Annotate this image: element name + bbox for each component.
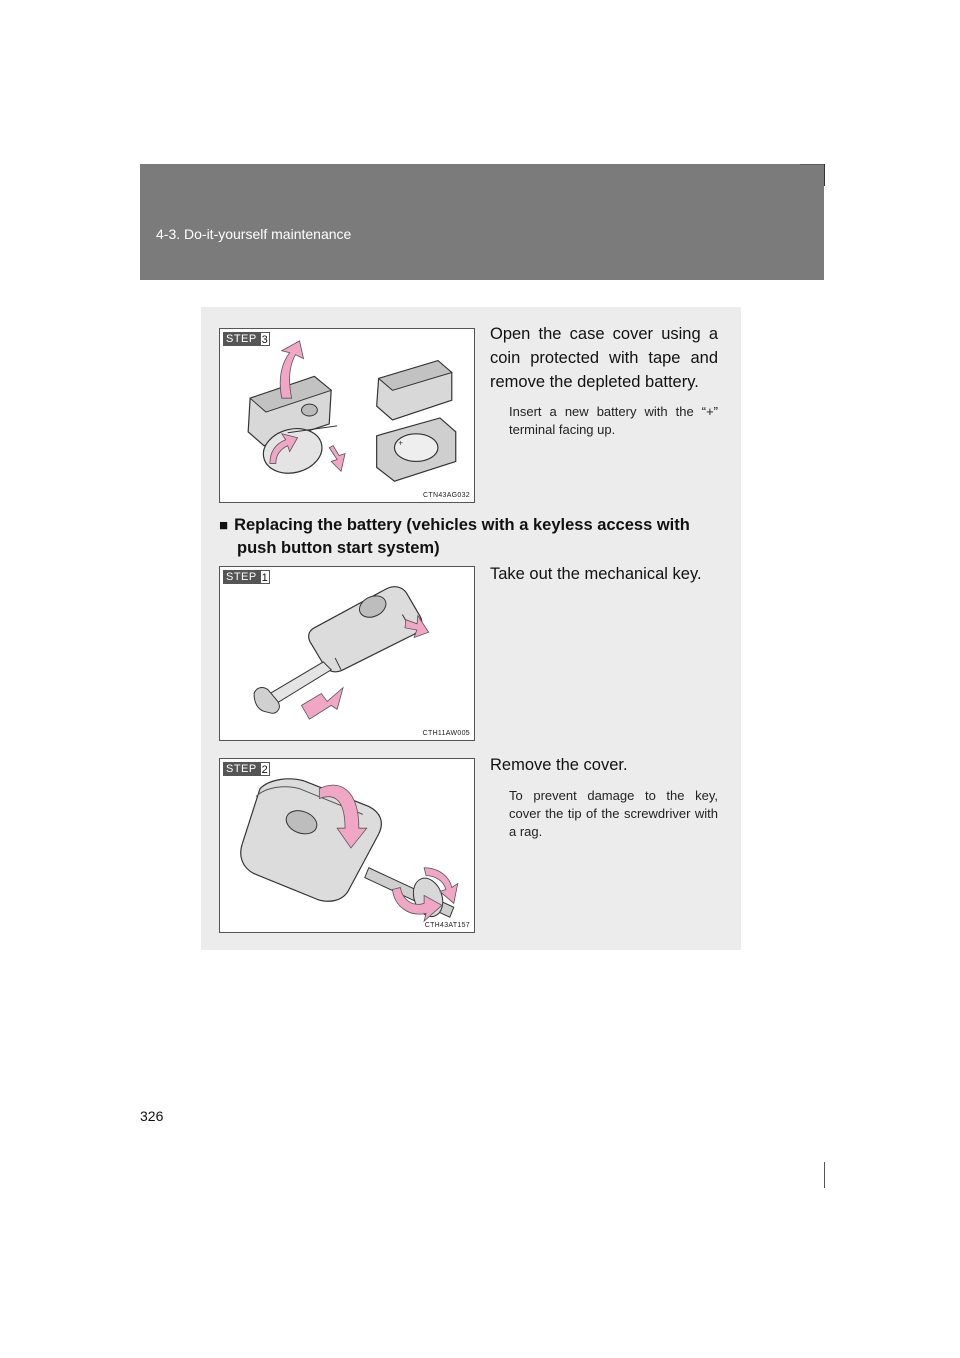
step2-note: To prevent damage to the key, cover the tip of the screwdriver with a rag. (509, 788, 718, 839)
header-rule (800, 164, 824, 165)
step3-note: Insert a new battery with the “+” terminal facing up. (509, 404, 718, 437)
header-tick (824, 164, 825, 186)
key-case-battery-illustration (220, 329, 474, 502)
cover-removal-illustration (220, 759, 474, 932)
figure-code: CTH11AW005 (422, 730, 470, 737)
step1-instruction: Take out the mechanical key. (490, 565, 702, 583)
svg-text:+: + (398, 438, 404, 448)
step-badge: STEP 3 (223, 332, 270, 346)
section-title: 4-3. Do-it-yourself maintenance (156, 226, 352, 242)
margin-rule (824, 1162, 825, 1188)
figure-step1-mechanical-key (219, 566, 475, 741)
page-number: 326 (140, 1108, 164, 1124)
chapter-header (140, 164, 824, 280)
step2-instruction: Remove the cover. (490, 756, 628, 774)
section-heading: ■ Replacing the battery (vehicles with a keyless access with push button start system) (219, 516, 690, 557)
step-badge: STEP 2 (223, 762, 270, 776)
smart-key-illustration (220, 567, 474, 740)
figure-step2-remove-cover (219, 758, 475, 933)
step3-instruction: Open the case cover using a coin protected with tape and remove the depleted battery. (490, 325, 718, 391)
bullet-icon: ■ (219, 517, 229, 534)
figure-code: CTH43AT157 (424, 922, 470, 929)
step-badge: STEP 1 (223, 570, 270, 584)
figure-step3-open-case (219, 328, 475, 503)
figure-code: CTN43AG032 (423, 492, 470, 499)
